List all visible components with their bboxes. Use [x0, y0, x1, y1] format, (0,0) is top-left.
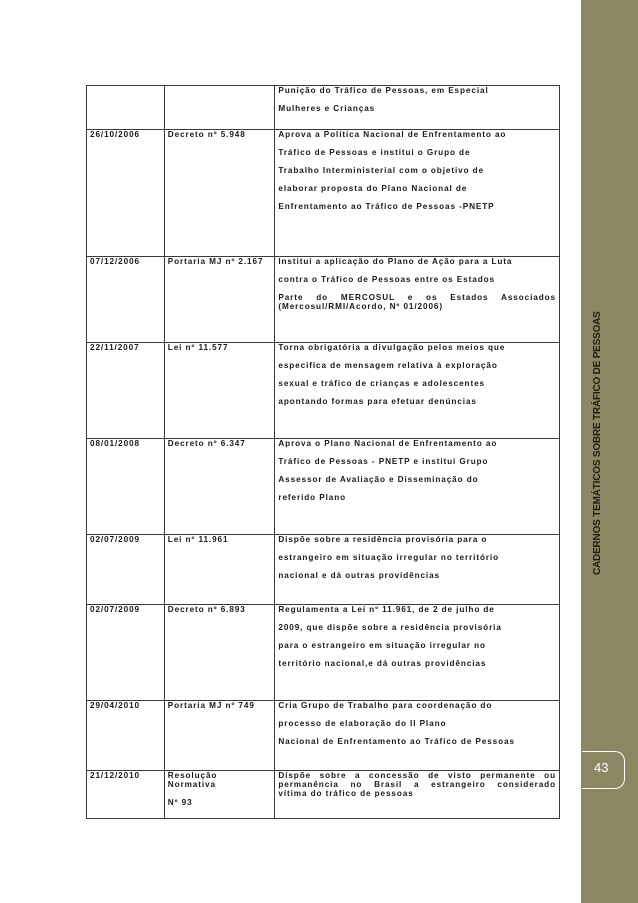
description-line: vítima do tráfico de pessoas	[278, 789, 414, 798]
description-line: apontando formas para efetuar denúncias	[278, 397, 477, 406]
table-row	[87, 701, 560, 771]
description-line: Aprova a Política Nacional de Enfrentamento ao	[278, 130, 507, 139]
act-line: Decreto nº 6.347	[167, 439, 246, 448]
date-cell	[87, 86, 165, 130]
act-line: Lei nº 11.577	[167, 343, 229, 352]
description-cell	[275, 130, 560, 257]
description-line: Torna obrigatória a divulgação pelos meios que	[278, 343, 506, 352]
description-cell	[275, 439, 560, 535]
description-cell	[275, 343, 560, 439]
description-line	[278, 284, 556, 293]
description-line: estrangeiro em situação irregular no território	[278, 553, 500, 562]
legal-act-cell	[164, 130, 275, 257]
table-row	[87, 535, 560, 605]
table-row	[87, 130, 560, 257]
description-line	[278, 139, 556, 148]
date-cell	[87, 130, 165, 257]
description-cell	[275, 771, 560, 819]
description-line	[278, 614, 556, 623]
table-row	[87, 771, 560, 819]
date-text: 22/11/2007	[90, 343, 140, 352]
description-line: Trabalho Interministerial com o objetivo de	[278, 166, 485, 175]
description-line: Punição do Tráfico de Pessoas, em Especial	[278, 86, 489, 95]
date-cell	[87, 439, 165, 535]
description-line	[278, 632, 556, 641]
description-line: Dispõe sobre a residência provisória para o	[278, 535, 488, 544]
act-line: Portaria MJ nº 2.167	[167, 257, 264, 266]
description-line: Tráfico de Pessoas - PNETP e institui Grupo	[278, 457, 489, 466]
description-line: elaborar proposta do Plano Nacional de	[278, 184, 468, 193]
table-row	[87, 343, 560, 439]
date-cell	[87, 257, 165, 343]
legislation-table	[86, 85, 560, 819]
description-line: território nacional,e dá outras providências	[278, 659, 487, 668]
description-line: referido Plano	[278, 493, 347, 502]
legal-act-cell	[164, 86, 275, 130]
description-line	[278, 544, 556, 553]
description-line	[278, 95, 556, 104]
date-text: 26/10/2006	[90, 130, 140, 139]
description-cell	[275, 257, 560, 343]
act-line: Normativa	[167, 780, 216, 789]
page-number: 43	[594, 760, 609, 775]
description-line: sexual e tráfico de crianças e adolescentes	[278, 379, 485, 388]
description-line	[278, 448, 556, 457]
description-line	[278, 352, 556, 361]
legislation-table-body	[87, 86, 560, 819]
act-line: Nº 93	[167, 798, 193, 807]
description-line: (Mercosul/RMI/Acordo, Nº 01/2006)	[278, 302, 443, 311]
description-cell	[275, 701, 560, 771]
description-line	[278, 710, 556, 719]
description-line: especifica de mensagem relativa à exploração	[278, 361, 498, 370]
description-line: processo de elaboração do II Plano	[278, 719, 447, 728]
legal-act-cell	[164, 535, 275, 605]
description-line	[278, 562, 556, 571]
legal-act-cell	[164, 771, 275, 819]
date-text: 02/07/2009	[90, 605, 140, 614]
description-line: Institui a aplicação do Plano de Ação para a Luta	[278, 257, 513, 266]
description-line: 2009, que dispõe sobre a residência provisória	[278, 623, 502, 632]
sidebar-series-title: CADERNOS TEMÁTICOS SOBRE TRÁFICO DE PESSOAS	[592, 311, 603, 575]
description-line	[278, 650, 556, 659]
description-line	[278, 157, 556, 166]
description-line: Dispõe sobre a concessão de visto permanente ou	[278, 771, 556, 780]
description-line	[278, 175, 556, 184]
description-line: contra o Tráfico de Pessoas entre os Estados	[278, 275, 495, 284]
legal-act-cell	[164, 343, 275, 439]
date-text: 08/01/2008	[90, 439, 140, 448]
description-line	[278, 466, 556, 475]
act-line	[168, 789, 272, 798]
description-line: Enfrentamento ao Tráfico de Pessoas -PNETP	[278, 202, 495, 211]
description-line: Assessor de Avaliação e Disseminação do	[278, 475, 479, 484]
act-line: Decreto nº 6.893	[167, 605, 246, 614]
description-line	[278, 484, 556, 493]
table-row	[87, 439, 560, 535]
description-cell	[275, 535, 560, 605]
description-line: Parte do MERCOSUL e os Estados Associados	[278, 293, 556, 302]
description-line: Cria Grupo de Trabalho para coordenação do	[278, 701, 493, 710]
description-line: Mulheres e Crianças	[278, 104, 376, 113]
description-line	[278, 193, 556, 202]
act-line: Portaria MJ nº 749	[167, 701, 255, 710]
legal-act-cell	[164, 439, 275, 535]
date-text: 07/12/2006	[90, 257, 140, 266]
description-line	[278, 388, 556, 397]
description-line: Regulamenta a Lei nº 11.961, de 2 de julho de	[278, 605, 495, 614]
legal-act-cell	[164, 701, 275, 771]
description-line: Tráfico de Pessoas e institui o Grupo de	[278, 148, 471, 157]
description-line: Nacional de Enfrentamento ao Tráfico de Pessoas	[278, 737, 515, 746]
date-cell	[87, 535, 165, 605]
legal-act-cell	[164, 605, 275, 701]
description-line: para o estrangeiro em situação irregular no	[278, 641, 486, 650]
description-line	[278, 370, 556, 379]
description-cell	[275, 605, 560, 701]
description-cell	[275, 86, 560, 130]
date-text: 21/12/2010	[90, 771, 140, 780]
description-line	[278, 728, 556, 737]
table-row	[87, 605, 560, 701]
date-cell	[87, 605, 165, 701]
description-line: nacional e dá outras providências	[278, 571, 441, 580]
description-line: permanência no Brasil a estrangeiro considerado	[278, 780, 556, 789]
table-row	[87, 257, 560, 343]
act-line: Decreto nº 5.948	[167, 130, 246, 139]
legal-act-cell	[164, 257, 275, 343]
description-line	[278, 266, 556, 275]
table-row	[87, 86, 560, 130]
act-line: Resolução	[167, 771, 218, 780]
date-cell	[87, 771, 165, 819]
date-cell	[87, 343, 165, 439]
act-line: Lei nº 11.961	[167, 535, 229, 544]
date-text: 02/07/2009	[90, 535, 140, 544]
date-text: 29/04/2010	[90, 701, 140, 710]
date-text	[90, 86, 161, 95]
description-line: Aprova o Plano Nacional de Enfrentamento ao	[278, 439, 498, 448]
date-cell	[87, 701, 165, 771]
